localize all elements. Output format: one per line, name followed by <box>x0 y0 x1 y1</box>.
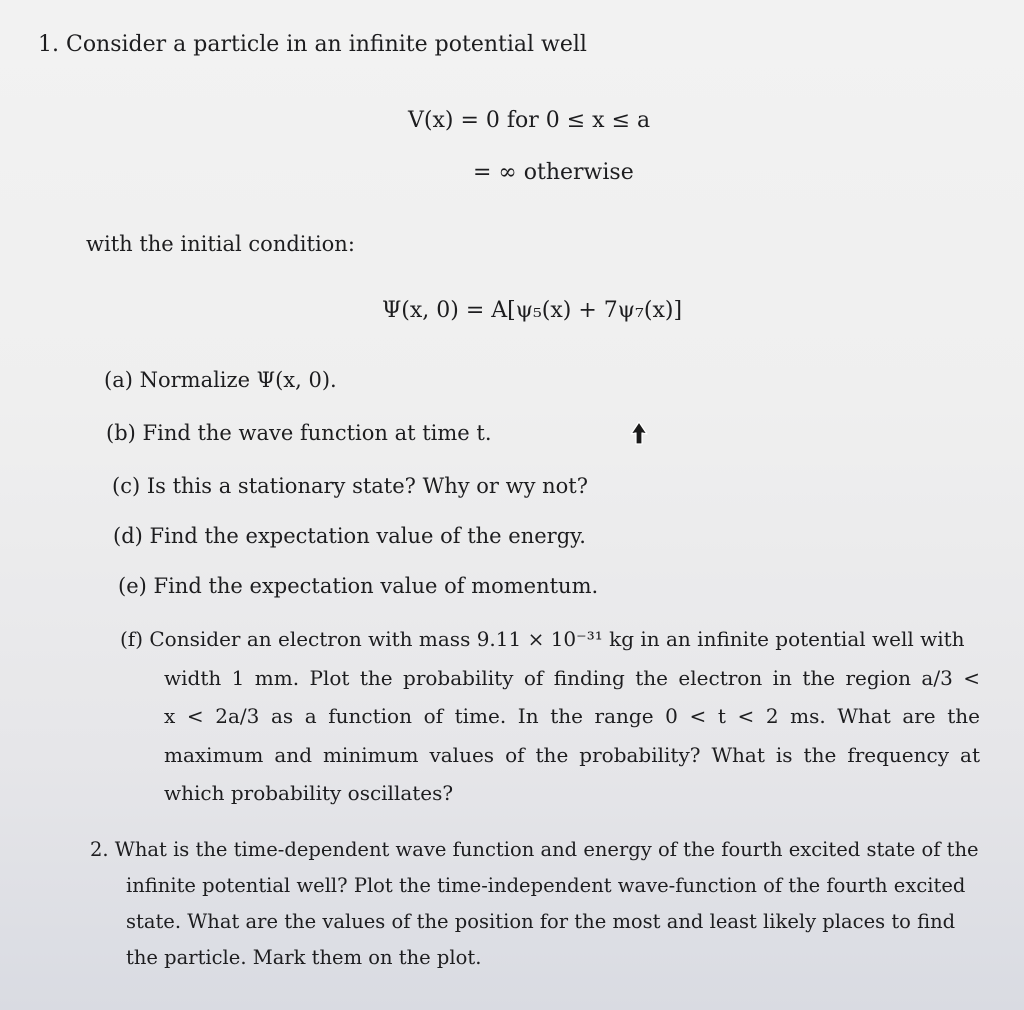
part-f-text-line-4: maximum and minimum values of the probability? What is the frequency at <box>164 742 980 767</box>
part-f-text-line-1: Consider an electron with mass 9.11 × 10⁻³¹ kg in an infinite potential well with <box>149 627 965 651</box>
part-e <box>118 574 598 598</box>
part-b-text: Find the wave function at time t. <box>142 421 492 445</box>
mouse-pointer-icon <box>628 420 650 448</box>
part-e-label: (e) <box>118 574 147 598</box>
part-f-text-line-5: which probability oscillates? <box>164 781 454 805</box>
problem-2-line-1: 2. What is the time-dependent wave function and energy of the fourth excited state of the <box>90 838 979 861</box>
part-b-label: (b) <box>106 421 136 445</box>
part-c-text: Is this a stationary state? Why or wy not? <box>146 474 588 498</box>
initial-condition-equation: Ψ(x, 0) = A[ψ₅(x) + 7ψ₇(x)] <box>382 298 683 323</box>
part-f-line <box>120 624 980 663</box>
part-f-text-line-2: width 1 mm. Plot the probability of finding the electron in the region a/3 < <box>164 665 980 690</box>
part-f-label: (f) <box>120 627 144 651</box>
potential-equation-line-1: V(x) = 0 for 0 ≤ x ≤ a <box>408 108 651 133</box>
part-c-label: (c) <box>112 474 141 498</box>
problem-2-line-3: state. What are the values of the position for the most and least likely places to find <box>126 910 956 933</box>
part-d-text: Find the expectation value of the energy. <box>149 524 586 548</box>
initial-condition-label: with the initial condition: <box>86 232 355 256</box>
part-a <box>104 368 337 392</box>
potential-equation-line-2: = ∞ otherwise <box>473 160 634 185</box>
part-f <box>120 624 980 817</box>
problem-1-heading: 1. Consider a particle in an infinite potential well <box>38 32 587 57</box>
part-f-text-line-3: x < 2a/3 as a function of time. In the range 0 < t < 2 ms. What are the <box>164 704 980 728</box>
part-d <box>113 524 586 548</box>
problem-2-line-4: the particle. Mark them on the plot. <box>126 946 482 969</box>
part-c <box>112 474 588 498</box>
part-d-label: (d) <box>113 524 143 548</box>
part-e-text: Find the expectation value of momentum. <box>153 574 599 598</box>
part-a-label: (a) <box>104 368 133 392</box>
problem-2-line-2: infinite potential well? Plot the time-independent wave-function of the fourth excited <box>126 874 966 897</box>
problem-2 <box>90 836 979 980</box>
part-b <box>106 421 492 445</box>
part-a-text: Normalize Ψ(x, 0). <box>139 368 337 392</box>
